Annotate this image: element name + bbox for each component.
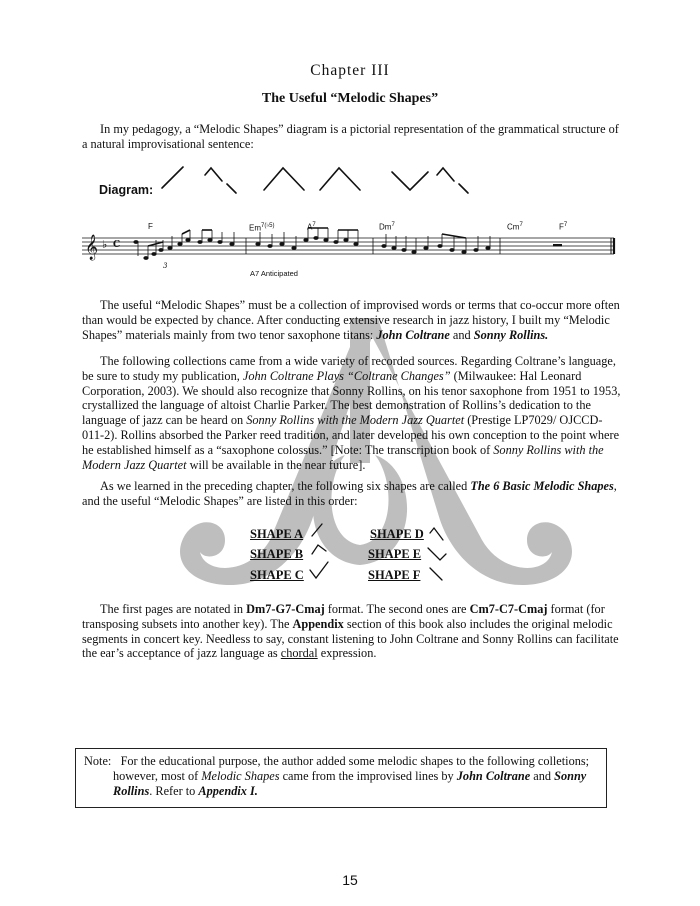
shape-e-label: SHAPE E — [368, 547, 422, 561]
triplet-mark: 3 — [163, 262, 168, 270]
note-box: Note: For the educational purpose, the author added some melodic shapes to the following colletions; however, most of Melodic Shapes came from the improvised lines by John Coltrane and Sonny Rollins. Refer to Appendix I. — [75, 748, 607, 808]
chord-em7b5: $Em^{7(♭5)}$ — [249, 223, 275, 233]
chord-f: F — [148, 222, 153, 231]
time-signature-icon: C — [113, 240, 121, 250]
chapter-heading: Chapter III — [310, 62, 390, 79]
paragraph-3: As we learned in the preceding chapter, the following six shapes are called The 6 Basic Melodic Shapes, and the useful “Melodic Shapes” are listed in this order: — [82, 479, 617, 508]
chord-a7: $A^7$ — [307, 222, 316, 232]
shape-c-label: SHAPE C — [250, 568, 304, 582]
a7-anticipated-label: A7 Anticipated — [250, 269, 298, 278]
intro-paragraph: In my pedagogy, a “Melodic Shapes” diagram is a pictorial representation of the grammatical structure of a natural improvisational sentence: — [82, 122, 619, 151]
paragraph-4: The first pages are notated in Dm7-G7-Cmaj format. The second ones are Cm7-C7-Cmaj format (for transposing subsets into another key). The Appendix section of this book also includes the original melodic segments in concert key. Needless to say, constant listening to John Coltrane and Sonny Rollins can facilitate the ear’s acceptance of jazz language as chordal expression. — [82, 602, 619, 661]
page-number: 15 — [342, 872, 358, 888]
chord-cm7: Cm$^7$ — [507, 222, 523, 232]
chord-dm7: Dm$^7$ — [379, 222, 395, 232]
paragraph-2: The following collections came from a wide variety of recorded sources. Regarding Coltrane’s language, be sure to study my publication, John Coltrane Plays “Coltrane Changes” (Milwaukee: Hal Leonard Corporation, 2003). We should also recognize that Sonny Rollins, on his tenor saxophone from 1951 to 1953, crystallized the language of altoist Charlie Parker. The best demonstration of Rollins’s dedication to the language of jazz can be heard on Sonny Rollins with the Modern Jazz Quartet (Prestige LP7029/ OJCCD-011-2). Rollins absorbed the Parker reed tradition, and later developed his own conception to the point where he established himself as a “saxophone colossus.” [Note: The transcription book of Sonny Rollins with the Modern Jazz Quartet will be available in the near future]. — [82, 354, 621, 472]
shape-a-label: SHAPE A — [250, 527, 304, 541]
chord-f7: $F^7$ — [559, 222, 568, 232]
page-title: The Useful “Melodic Shapes” — [261, 91, 439, 106]
treble-clef-icon: 𝄞 — [85, 235, 99, 260]
shape-f-label: SHAPE F — [368, 568, 421, 582]
shape-d-label: SHAPE D — [370, 527, 424, 541]
diagram-label: Diagram: — [99, 183, 154, 197]
paragraph-1: The useful “Melodic Shapes” must be a collection of improvised words or terms that co-occur more often than would be expected by chance. After conducting extensive research in jazz history, I built my “Melodic Shapes” materials mainly from two tenor saxophone titans: John Coltrane and Sonny Rollins. — [82, 298, 620, 342]
shape-b-label: SHAPE B — [250, 547, 304, 561]
note-label: Note: — [84, 754, 112, 768]
flat-sign-icon: ♭ — [102, 238, 108, 251]
